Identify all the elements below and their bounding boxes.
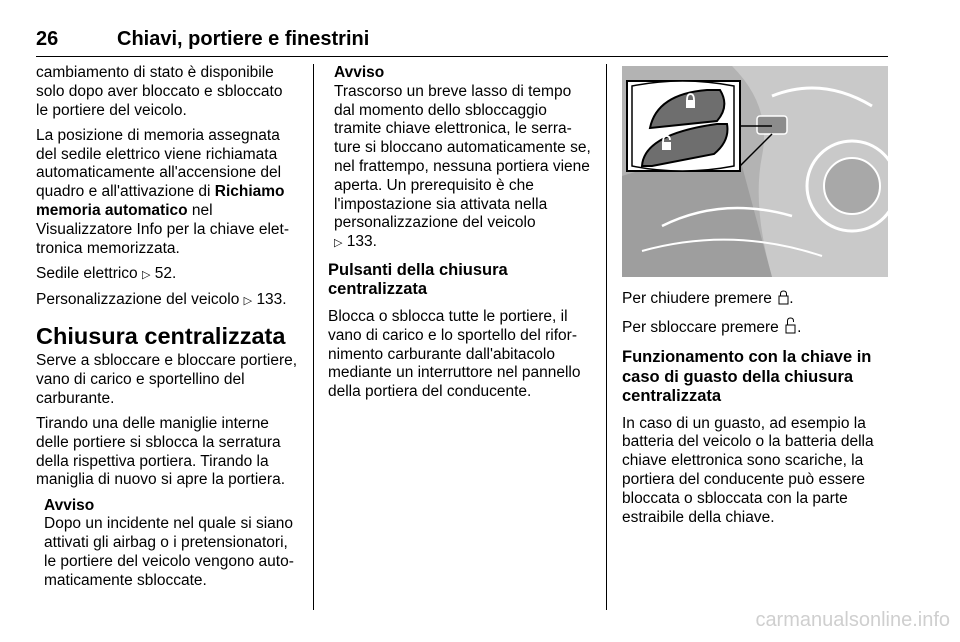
text-span: Trascorso un breve lasso di tempo dal momento dello sbloccaggio tramite chiave elettronica, le serrature si bloccano automaticamente se, nel frattempo, nessuna portiera viene aperta. Un prerequisito è che l'impostazione sia attivata nella personalizzazione del veicolo: [334, 82, 591, 232]
paragraph: In caso di un guasto, ad esempio la batteria del veicolo o la batteria della chiave elettronica sono scariche, la portiera del conducente può essere bloccata o sbloccata con la parte estraibile della chiave.: [622, 414, 874, 526]
paragraph: Blocca o sblocca tutte le portiere, il vano di carico e lo sportello del rifornimento carburante dall'abitacolo mediante un interruttore nel pannello della portiera del conducente.: [328, 307, 581, 401]
unlock-instruction: [622, 317, 888, 340]
reference-label: Sedile elettrico: [36, 264, 142, 282]
watermark: carmanualsonline.info: [755, 609, 950, 631]
note-title: Avviso: [44, 496, 95, 514]
note-text: Dopo un incidente nel quale si siano attivati gli airbag o i pretensionatori, le portiere del veicolo vengono automaticamente sbloccate.: [44, 515, 294, 589]
reference-page: 133.: [256, 291, 287, 309]
door-panel-illustration: [622, 66, 888, 277]
subsection-heading: Pulsanti della chiusura centralizzata: [328, 260, 508, 299]
reference-arrow-icon: ▷: [141, 267, 151, 281]
cross-reference: [36, 265, 298, 285]
text-span: Per chiudere premere: [622, 290, 777, 307]
cross-reference: [36, 291, 298, 311]
reference-page: 52.: [154, 264, 177, 282]
text-span: .: [789, 290, 794, 307]
section-heading: Chiusura centralizzata: [36, 323, 286, 350]
unlock-icon: [785, 317, 797, 340]
subsection-heading: Funzionamento con la chiave in caso di guasto della chiusura centralizzata: [622, 348, 872, 406]
page-number: 26: [36, 28, 59, 50]
paragraph: [36, 127, 298, 259]
reference-page: 133.: [346, 233, 377, 251]
door-panel-drawing: [622, 66, 888, 277]
note-text: [334, 83, 592, 253]
text-span: La posizione di memoria assegnata del sedile elettrico viene richiamata automaticamente all'accensione del quadro e all'attivazione di: [36, 126, 282, 201]
reference-arrow-icon: ▷: [243, 294, 253, 308]
column-1: [36, 64, 298, 591]
paragraph: cambiamento di stato è disponibile solo dopo aver bloccato e sbloccato le portiere del veicolo.: [36, 64, 283, 119]
page-header: [36, 28, 888, 57]
column-divider-1: [313, 64, 314, 610]
column-divider-2: [606, 64, 607, 610]
column-2: [328, 64, 592, 408]
note-box: [44, 497, 298, 591]
reference-arrow-icon: ▷: [334, 236, 343, 250]
lock-icon: [778, 290, 789, 311]
paragraph: Tirando una delle maniglie interne delle portiere si sblocca la serratura della rispettiva portiera. Tirando la maniglia di nuovo si apre la portiera.: [36, 414, 285, 489]
note-box: [334, 64, 592, 253]
text-span: nel Visualizzatore Info per la chiave elettronica memorizzata.: [36, 202, 290, 257]
paragraph: Serve a sbloccare e bloccare portiere, vano di carico e sportellino del carburante.: [36, 352, 298, 407]
lock-instruction: [622, 290, 888, 311]
text-span: Per sbloccare premere: [622, 319, 784, 337]
text-span: .: [797, 319, 802, 337]
reference-label: Personalizzazione del veicolo: [36, 291, 244, 309]
note-title: Avviso: [334, 64, 385, 81]
menu-setting-name: Richiamo memoria automatico: [36, 183, 285, 220]
column-3: [622, 290, 888, 534]
chapter-title: Chiavi, portiere e finestrini: [117, 28, 370, 50]
